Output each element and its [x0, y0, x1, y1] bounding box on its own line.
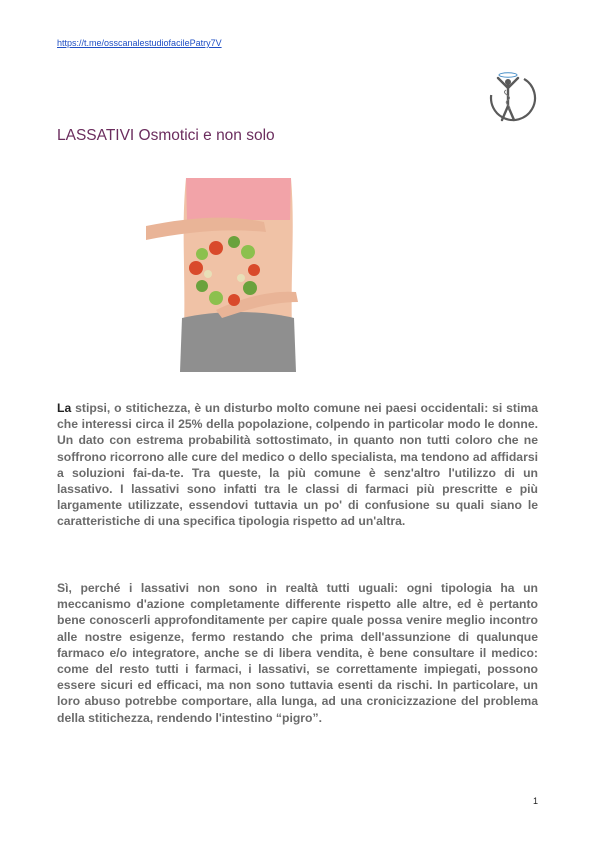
paragraph-1: [57, 400, 538, 530]
belly-vegetables-photo: [146, 178, 331, 372]
caduceus-figure-logo-icon: [486, 68, 540, 126]
paragraph-1-text: stipsi, o stitichezza, è un disturbo molto comune nei paesi occidentali: si stima che interessi circa il 25% della popolazione, colpendo in particolar modo le donne. Un dato con estrema probabilità sottostimato, in quanto non tutti coloro che ne soffrono ricorrono alle cure del medico o dello specialista, ma tendono ad affidarsi a soluzioni fai-da-te. Tra queste, la più comune è senz'altro l'utilizzo di un lassativo. I lassativi sono infatti tra le classi di farmaci più prescritte e più largamente utilizzate, essendovi tuttavia un po' di confusione su quali siano le caratteristiche di una specifica tipologia rispetto ad un'altra.: [57, 401, 538, 529]
page-number: 1: [533, 796, 539, 806]
telegram-link[interactable]: https://t.me/osscanalestudiofacilePatry7V: [57, 38, 222, 48]
paragraph-2: Sì, perché i lassativi non sono in realtà tutti uguali: ogni tipologia ha un meccanismo d'azione completamente differente rispetto alle altre, ed è pertanto bene conoscerli approfonditamente per capire quale possa venire meglio incontro alle nostre esigenze, fermo restando che prima dell'assunzione di qualunque farmaco e/o integratore, anche se di libera vendita, è bene consultare il medico: come del resto tutti i farmaci, i lassativi, se correttamente impiegati, possono essere sicuri ed efficaci, ma non sono tuttavia esenti da rischi. In particolare, un loro abuso potrebbe comportare, alla lunga, ad una cronicizzazione del problema della stitichezza, rendendo l'intestino “pigro”.: [57, 581, 538, 725]
document-title: LASSATIVI Osmotici e non solo: [57, 127, 275, 144]
paragraph-1-lead: La: [57, 401, 72, 415]
